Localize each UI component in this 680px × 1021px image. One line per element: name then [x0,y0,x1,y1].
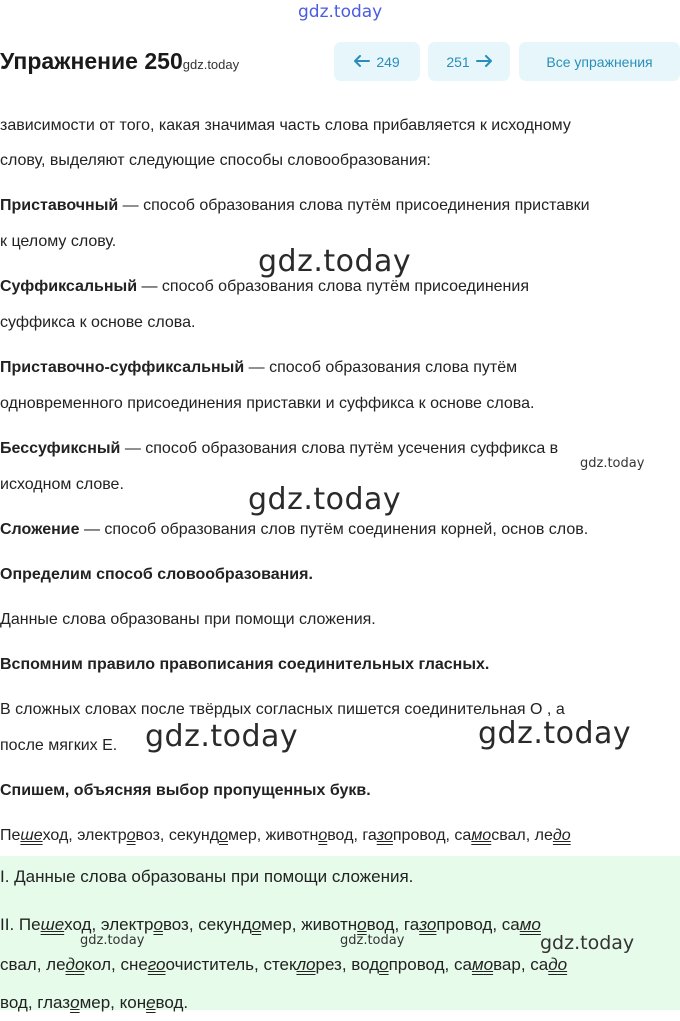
word-part: провод, са [392,827,472,844]
page-title [0,48,239,75]
connecting-vowel: о [74,955,85,974]
definition-text: — способ образования слова путём присоединения приставки [118,197,590,214]
watermark: gdz.today [340,933,405,948]
word-part: вар, са [493,955,549,974]
watermark: gdz.today [540,932,635,954]
word-part: свал, ле [491,827,553,844]
connecting-vowel: о [379,955,389,974]
watermark: gdz.today [248,482,402,517]
connecting-vowel: о [483,955,494,974]
next-exercise-button[interactable] [428,42,510,81]
connecting-vowel: ше [20,827,43,844]
connecting-vowel: л [296,955,307,974]
title-watermark: gdz.today [182,57,240,72]
connecting-vowel: зо [376,827,393,844]
word-part: мер, животн [261,915,358,934]
definition-text: — способ образования слова путём усечения суффикса в [120,440,559,457]
connecting-vowel: г [147,955,157,974]
word-part: кол, сне [84,955,148,974]
connecting-vowel: о [153,915,163,934]
answer-line: I. Данные слова образованы при помощи сложения. [0,867,414,886]
text-line: Данные слова образованы при помощи сложения. [0,611,376,628]
definition [0,512,588,548]
watermark-top: gdz.today [298,2,383,22]
connecting-vowel: о [306,955,316,974]
connecting-vowel: о [557,955,568,974]
next-exercise-label: 251 [446,53,470,70]
prev-exercise-button[interactable] [334,42,420,81]
connecting-vowel: до [552,827,571,844]
word-part: воз, секунд [162,915,252,934]
term: Бессуфиксный [0,440,121,457]
connecting-vowel: о [126,827,136,844]
section-heading: Определим способ словообразования. [0,566,313,583]
word-part: воз, секунд [135,827,220,844]
text-line: исходном слове. [0,476,124,493]
connecting-vowel: зо [419,915,437,934]
text-line: зависимости от того, какая значимая часть слова прибавляется к исходному [0,117,571,134]
arrow-right-icon [476,54,492,70]
connecting-vowel: ше [40,915,65,934]
definition-text: — способ образования слова путём присоединения [137,278,529,295]
word-part: II. Пе [0,915,41,934]
term: Суффиксальный [0,278,138,295]
word-part: свал, ле [0,955,66,974]
all-exercises-label: Все упражнения [546,53,653,70]
exercise-header [0,42,680,82]
connecting-vowel: о [156,955,166,974]
connecting-vowel: м [471,955,484,974]
watermark: gdz.today [145,719,299,754]
word-part: вод. [155,993,189,1012]
connecting-vowel: д [65,955,75,974]
word-part: мер, кон [79,993,147,1012]
word-part: мер, животн [227,827,319,844]
words-line [0,818,571,854]
text-line: слову, выделяют следующие способы словообразования: [0,152,431,169]
word-part: провод, са [388,955,472,974]
word-part: Пе [0,827,21,844]
word-part: ход, электр [42,827,127,844]
section-heading: Спишем, объясняя выбор пропущенных букв. [0,782,371,799]
connecting-vowel: д [548,955,558,974]
watermark: gdz.today [258,244,412,279]
connecting-vowel: о [219,827,228,844]
term: Приставочный [0,197,119,214]
text-line: к целому слову. [0,233,117,250]
definition [0,431,558,467]
watermark: gdz.today [580,456,645,471]
definition [0,350,517,386]
watermark: gdz.today [80,933,145,948]
arrow-left-icon [354,54,370,70]
text-line: одновременного присоединения приставки и суффикса к основе слова. [0,395,535,412]
all-exercises-button[interactable] [519,42,680,81]
text-line: В сложных словах после твёрдых согласных пишется соединительная О , а [0,701,565,718]
answer-line [0,947,567,983]
text-line: после мягких Е. [0,737,118,754]
prev-exercise-label: 249 [376,53,400,70]
word-part: очиститель, стек [165,955,297,974]
answer-block [0,856,680,1010]
title-text: Упражнение 250 [0,48,183,74]
word-part: провод, са [436,915,520,934]
definition [0,269,529,305]
connecting-vowel: о [251,915,262,934]
word-part: вод, га [327,827,377,844]
text-line: суффикса к основе слова. [0,314,196,331]
connecting-vowel: е [146,993,156,1012]
word-part: ход, электр [64,915,154,934]
watermark: gdz.today [478,716,632,751]
term: Приставочно-суффиксальный [0,359,245,376]
word-part: вод, га [366,915,420,934]
term: Сложение [0,521,80,538]
word-part: рез, вод [315,955,380,974]
answer-line [0,985,188,1021]
connecting-vowel: о [318,827,328,844]
connecting-vowel: о [70,993,80,1012]
connecting-vowel: о [357,915,367,934]
connecting-vowel: мо [471,827,492,844]
definition-text: — способ образования слова путём [244,359,518,376]
definition-text: — способ образования слов путём соединения корней, основ слов. [79,521,589,538]
connecting-vowel: мо [519,915,541,934]
section-heading: Вспомним правило правописания соединительных гласных. [0,656,490,673]
definition [0,188,590,224]
word-part: вод, глаз [0,993,71,1012]
